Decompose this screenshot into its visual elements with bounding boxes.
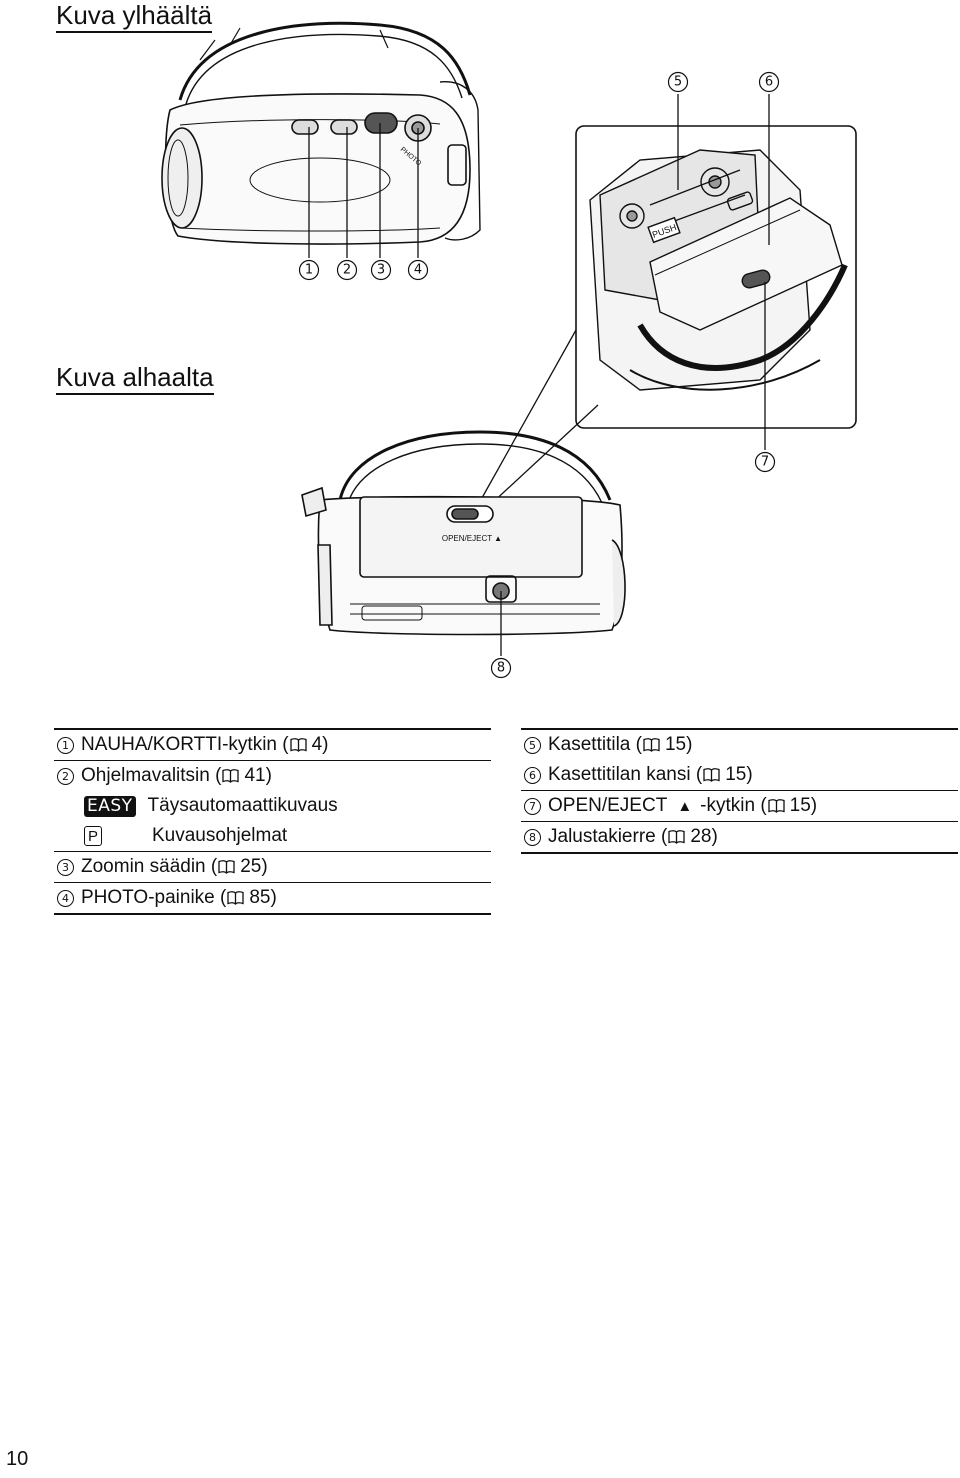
camcorder-illustration: [0, 0, 960, 700]
legend-text: Ohjelmavalitsin (: [81, 765, 222, 786]
legend-text: Zoomin säädin (: [81, 856, 218, 877]
legend-item-5: [521, 730, 958, 760]
book-icon: [218, 860, 235, 874]
legend-item-8: [521, 822, 958, 852]
photo-label: PHOTO: [398, 146, 423, 168]
svg-text:4: 4: [413, 262, 423, 278]
book-icon: [668, 830, 685, 844]
callout-6: [760, 73, 779, 92]
svg-text:1: 1: [304, 262, 314, 278]
push-label: PUSH: [650, 221, 678, 240]
legend-text: Kasettitilan kansi (: [548, 764, 703, 785]
legend-text-after: -kytkin (: [700, 795, 767, 816]
legend-page: 25): [240, 856, 268, 877]
legend-number: 4: [57, 890, 74, 907]
callout-1: [300, 261, 319, 280]
legend-item-6: [521, 760, 958, 790]
svg-text:3: 3: [376, 262, 386, 278]
svg-text:2: 2: [342, 262, 352, 278]
legend-item-3: [54, 852, 491, 882]
legend-text: Täysautomaattikuvaus: [147, 795, 338, 816]
legend-text: Kasettitila (: [548, 734, 642, 755]
callout-3: [372, 261, 391, 280]
svg-text:7: 7: [760, 454, 770, 470]
callout-8: [492, 659, 511, 678]
top-view-heading: Kuva ylhäältä: [56, 0, 212, 33]
legend-item-1: [54, 730, 491, 760]
program-mode-icon: P: [84, 826, 102, 846]
book-icon: [703, 768, 720, 782]
legend-page: 15): [725, 764, 753, 785]
camcorder-top-view: [162, 23, 480, 244]
book-icon: [290, 738, 307, 752]
easy-mode-icon: EASY: [84, 796, 136, 817]
legend-subitem-easy: [54, 791, 491, 821]
legend-page: 15): [664, 734, 693, 755]
legend-page: 28): [690, 826, 718, 847]
svg-text:5: 5: [673, 74, 683, 90]
legend-number: 7: [524, 798, 541, 815]
svg-text:6: 6: [764, 74, 774, 90]
legend-page: 4): [311, 734, 329, 755]
cassette-compartment-inset: [576, 126, 856, 428]
legend-page: 15): [789, 795, 818, 816]
book-icon: [768, 799, 785, 813]
legend-right: [521, 728, 958, 854]
legend-page: 85): [249, 887, 277, 908]
legend-text: Kuvausohjelmat: [152, 825, 288, 846]
legend-number: 6: [524, 767, 541, 784]
legend-item-2: [54, 761, 491, 791]
bottom-view-heading: Kuva alhaalta: [56, 362, 214, 395]
callout-7: [756, 453, 775, 472]
legend-left: [54, 728, 491, 915]
book-icon: [222, 769, 239, 783]
legend-item-7: [521, 791, 958, 821]
legend-text: NAUHA/KORTTI-kytkin (: [81, 734, 289, 755]
legend-number: 2: [57, 768, 74, 785]
book-icon: [227, 891, 244, 905]
legend-number: 8: [524, 829, 541, 846]
legend-number: 3: [57, 859, 74, 876]
book-icon: [643, 738, 660, 752]
page-number: 10: [6, 1448, 29, 1470]
legend-subitem-program: [54, 821, 491, 851]
callout-4: [409, 261, 428, 280]
callout-2: [338, 261, 357, 280]
legend-text: Jalustakierre (: [548, 826, 668, 847]
svg-text:8: 8: [496, 660, 506, 676]
callout-5: [669, 73, 688, 92]
legend-item-4: [54, 883, 491, 913]
legend-number: 1: [57, 737, 74, 754]
camcorder-bottom-view: [302, 432, 625, 635]
open-eject-label: OPEN/EJECT ▲: [441, 534, 503, 543]
legend-page: 41): [244, 765, 272, 786]
legend-text: OPEN/EJECT: [548, 795, 668, 816]
legend-text: PHOTO-painike (: [81, 887, 227, 908]
legend-number: 5: [524, 737, 541, 754]
eject-icon: ▲: [677, 797, 693, 815]
